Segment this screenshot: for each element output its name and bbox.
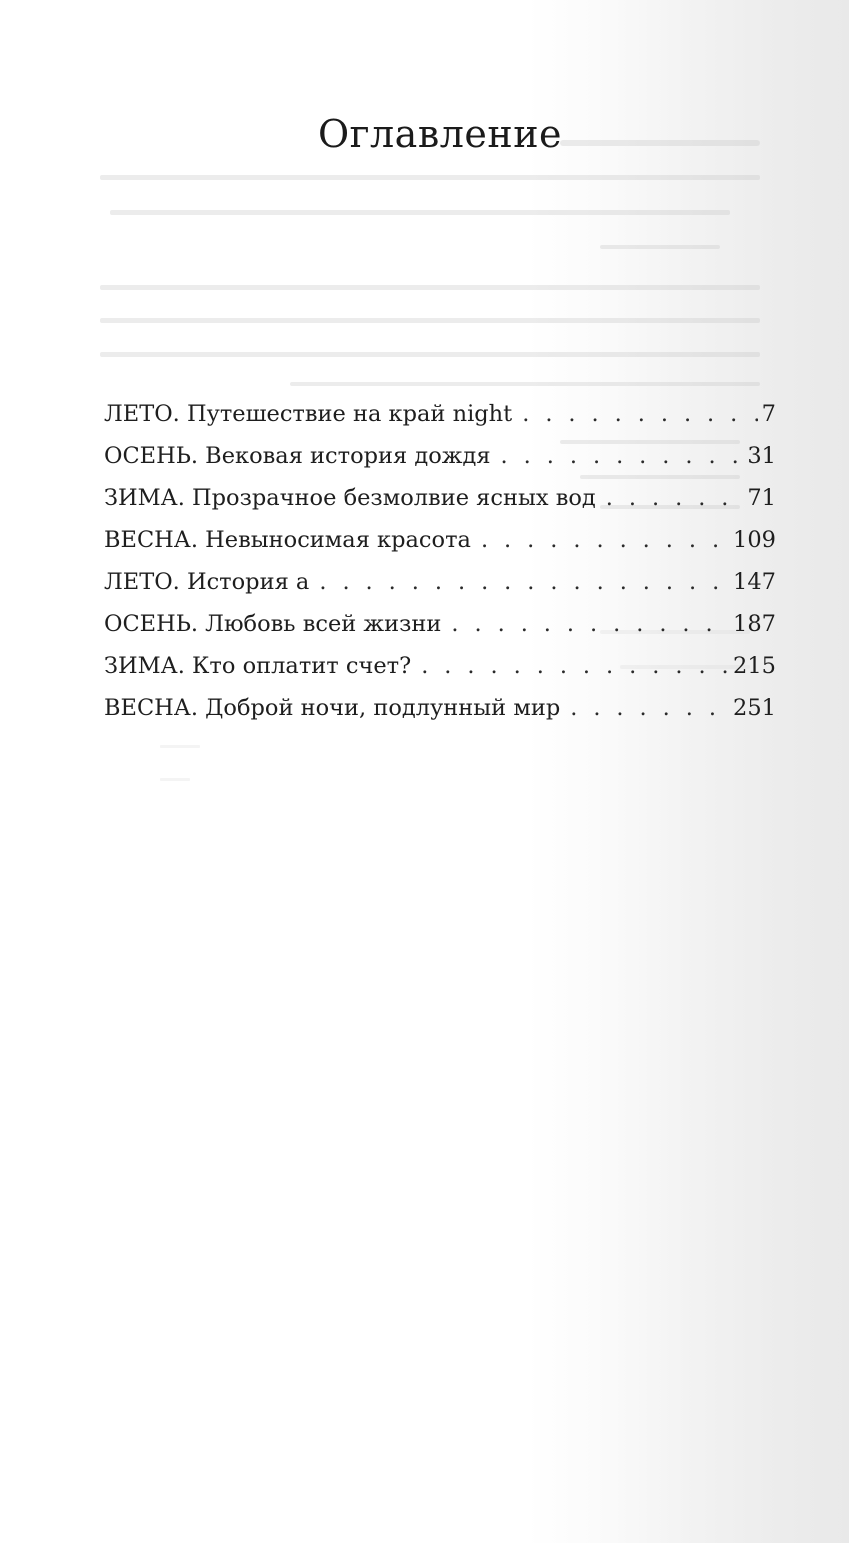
toc-dot-leader bbox=[421, 645, 729, 687]
toc-entry-page: 109 bbox=[733, 527, 776, 553]
toc-entry-page: 215 bbox=[733, 653, 776, 679]
toc-entry-title: ЗИМА. Прозрачное безмолвие ясных вод bbox=[104, 485, 596, 511]
toc-entry-title: ОСЕНЬ. Вековая история дождя bbox=[104, 443, 491, 469]
toc-entry bbox=[104, 603, 776, 645]
toc-dot-leader bbox=[481, 519, 729, 561]
toc-entry-page: 251 bbox=[733, 695, 776, 721]
toc-dot-leader bbox=[570, 687, 729, 729]
toc-entry-page: 147 bbox=[733, 569, 776, 595]
toc-entry-title: ОСЕНЬ. Любовь всей жизни bbox=[104, 611, 442, 637]
toc-dot-leader bbox=[319, 561, 729, 603]
table-of-contents bbox=[104, 393, 776, 729]
toc-entry-page: 31 bbox=[747, 443, 776, 469]
toc-entry-title: ЗИМА. Кто оплатит счет? bbox=[104, 653, 412, 679]
toc-entry-page: 7 bbox=[761, 401, 776, 427]
toc-entry bbox=[104, 393, 776, 435]
toc-entry bbox=[104, 477, 776, 519]
toc-entry-page: 71 bbox=[747, 485, 776, 511]
toc-entry-title: ВЕСНА. Невыносимая красота bbox=[104, 527, 471, 553]
toc-entry bbox=[104, 561, 776, 603]
toc-entry-title: ЛЕТО. История а bbox=[104, 569, 310, 595]
toc-entry-title: ЛЕТО. Путешествие на край night bbox=[104, 401, 513, 427]
toc-entry-title: ВЕСНА. Доброй ночи, подлунный мир bbox=[104, 695, 561, 721]
toc-entry bbox=[104, 435, 776, 477]
toc-entry bbox=[104, 687, 776, 729]
toc-dot-leader bbox=[606, 477, 744, 519]
toc-dot-leader bbox=[501, 435, 744, 477]
page-title: Оглавление bbox=[317, 112, 563, 156]
toc-entry-page: 187 bbox=[733, 611, 776, 637]
toc-dot-leader bbox=[522, 393, 757, 435]
toc-dot-leader bbox=[451, 603, 729, 645]
toc-entry bbox=[104, 645, 776, 687]
toc-entry bbox=[104, 519, 776, 561]
